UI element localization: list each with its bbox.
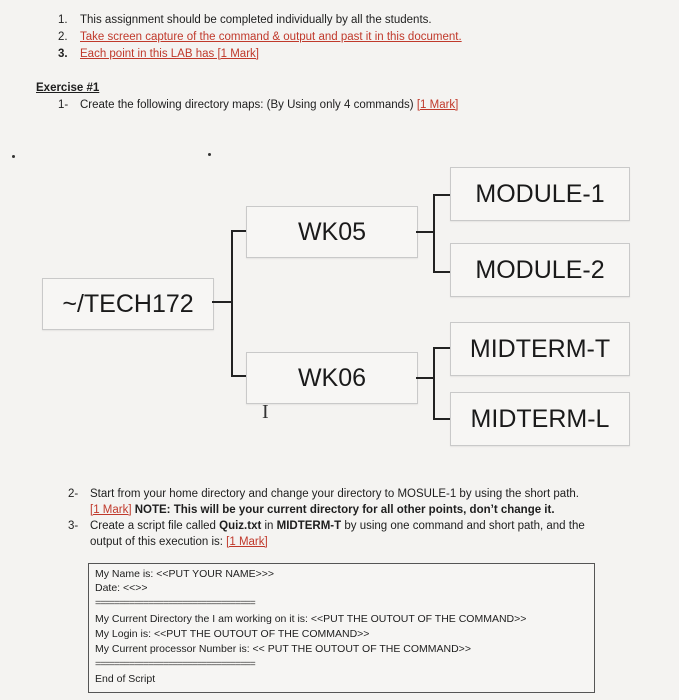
instruction-1 bbox=[58, 14, 432, 26]
question-text: Start from your home directory and change your directory to MOSULE-1 by using the short path. bbox=[90, 488, 579, 500]
instruction-3 bbox=[58, 48, 259, 60]
instruction-2 bbox=[58, 31, 462, 43]
question-2-line2 bbox=[90, 504, 555, 516]
dir-label: My Current Directory the I am working on it is: bbox=[95, 613, 311, 625]
connector-line bbox=[416, 377, 434, 379]
dir-value: <<PUT THE OUTOUT OF THE COMMAND>> bbox=[310, 613, 527, 625]
connector-line bbox=[433, 271, 450, 273]
mark-label: [1 Mark] bbox=[226, 536, 268, 548]
connector-line bbox=[231, 230, 246, 232]
dir-tech172: ~/TECH172 bbox=[42, 278, 214, 330]
exercise-title: Exercise #1 bbox=[36, 82, 100, 94]
instruction-text: Each point in this LAB has [1 Mark] bbox=[80, 48, 259, 60]
name-label: My Name is: bbox=[95, 568, 157, 580]
question-3-line2 bbox=[90, 536, 268, 548]
separator: ================================= bbox=[95, 659, 255, 670]
name-line bbox=[95, 568, 274, 580]
dir-wk06: WK06 bbox=[246, 352, 418, 404]
mark-label: [1 Mark] bbox=[416, 99, 459, 111]
question-text: output of this execution is: bbox=[90, 536, 227, 548]
end-of-script: End of Script bbox=[95, 673, 156, 685]
connector-line bbox=[231, 375, 246, 377]
directory-name: MIDTERM-T bbox=[276, 520, 342, 532]
mark-label: [1 Mark] bbox=[90, 504, 132, 516]
connector-line bbox=[433, 347, 450, 349]
processor-value: << PUT THE OUTOUT OF THE COMMAND>> bbox=[252, 643, 471, 655]
separator: ================================= bbox=[95, 598, 255, 609]
dir-module-2: MODULE-2 bbox=[450, 243, 630, 297]
question-text: in bbox=[261, 520, 277, 532]
dir-midterm-t: MIDTERM-T bbox=[450, 322, 630, 376]
question-text: Create the following directory maps: (By Using only 4 commands) bbox=[80, 99, 417, 111]
question-2-line1 bbox=[68, 488, 579, 500]
date-label: Date: bbox=[95, 582, 124, 594]
question-1 bbox=[58, 99, 458, 111]
question-number: 2- bbox=[68, 488, 79, 500]
instruction-number: 2. bbox=[58, 31, 68, 43]
processor-line bbox=[95, 643, 471, 655]
question-number: 3- bbox=[68, 520, 79, 532]
login-value: <<PUT THE OUTOUT OF THE COMMAND>> bbox=[153, 628, 370, 640]
note-text: NOTE: This will be your current directory for all other points, don’t change it. bbox=[131, 504, 555, 516]
question-text: by using one command and short path, and the bbox=[341, 520, 585, 532]
instruction-number: 1. bbox=[58, 14, 68, 26]
login-label: My Login is: bbox=[95, 628, 154, 640]
connector-line bbox=[433, 347, 435, 419]
instruction-number: 3. bbox=[58, 48, 68, 60]
script-output-box bbox=[88, 563, 595, 693]
question-text: Create a script file called bbox=[90, 520, 220, 532]
connector-line bbox=[433, 194, 435, 272]
dir-wk05: WK05 bbox=[246, 206, 418, 258]
processor-label: My Current processor Number is: bbox=[95, 643, 253, 655]
connector-line bbox=[231, 230, 233, 376]
date-value: <<>> bbox=[123, 582, 148, 594]
date-line bbox=[95, 582, 148, 594]
text-cursor-icon: I bbox=[262, 401, 269, 423]
login-line bbox=[95, 628, 369, 640]
connector-line bbox=[416, 231, 434, 233]
current-directory-line bbox=[95, 613, 526, 625]
connector-line bbox=[433, 418, 450, 420]
instruction-text: Take screen capture of the command & output and past it in this document. bbox=[80, 31, 462, 43]
dir-midterm-l: MIDTERM-L bbox=[450, 392, 630, 446]
name-value: <<PUT YOUR NAME>>> bbox=[156, 568, 275, 580]
stray-dot bbox=[12, 155, 15, 158]
connector-line bbox=[433, 194, 450, 196]
instruction-text: This assignment should be completed individually by all the students. bbox=[80, 14, 432, 26]
stray-dot bbox=[208, 153, 211, 156]
connector-line bbox=[212, 301, 232, 303]
filename: Quiz.txt bbox=[219, 520, 262, 532]
dir-module-1: MODULE-1 bbox=[450, 167, 630, 221]
question-3-line1 bbox=[68, 520, 585, 532]
question-number: 1- bbox=[58, 99, 69, 111]
